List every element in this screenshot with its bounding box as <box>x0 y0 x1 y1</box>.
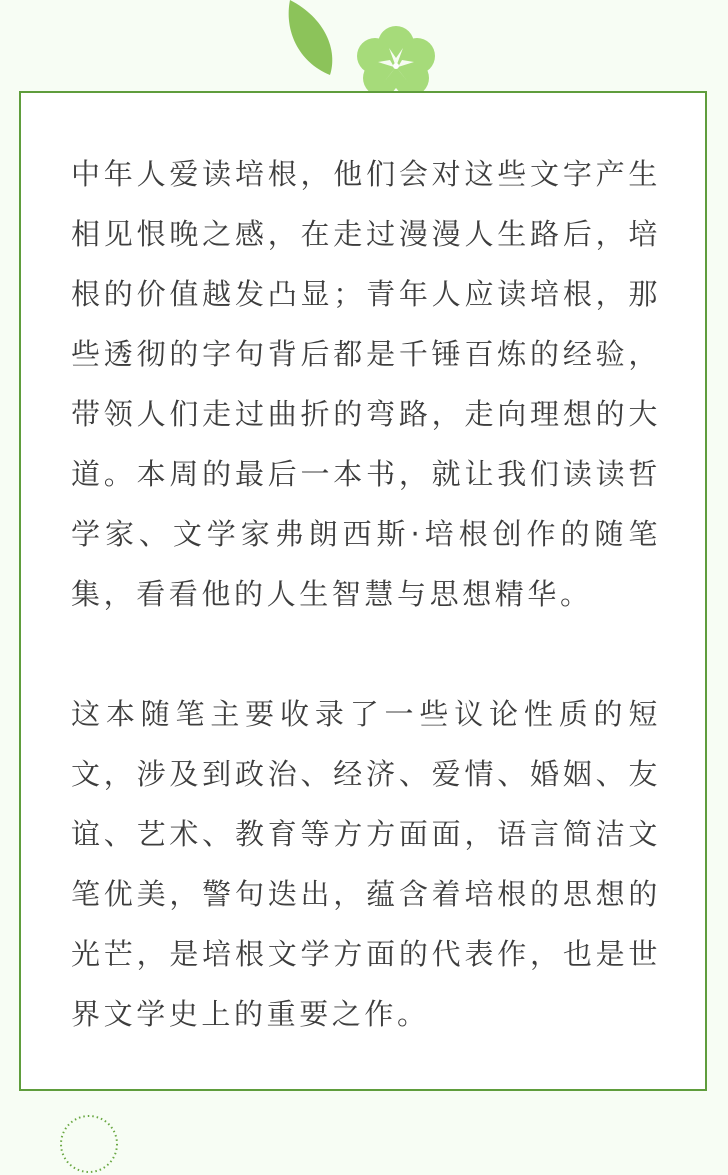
top-decoration <box>0 0 728 100</box>
dotted-circle-icon <box>58 1113 120 1175</box>
paragraph-1: 中年人爱读培根，他们会对这些文字产生相见恨晚之感，在走过漫漫人生路后，培根的价值越发凸显；青年人应读培根，那些透彻的字句背后都是千锤百炼的经验，带领人们走过曲折的弯路，走向理想的大道。本周的最后一本书，就让我们读读哲学家、文学家弗朗西斯·培根创作的随笔集，看看他的人生智慧与思想精华。 <box>71 157 661 611</box>
clover-flower-icon <box>357 26 435 96</box>
article-card <box>19 91 707 1091</box>
paragraph-2: 这本随笔主要收录了一些议论性质的短文，涉及到政治、经济、爱情、婚姻、友谊、艺术、教育等方方面面，语言简洁文笔优美，警句迭出，蕴含着培根的思想的光芒，是培根文学方面的代表作，也是世界文学史上的重要之作。 <box>71 697 661 1031</box>
leaf-icon <box>289 0 333 75</box>
article-body <box>71 144 661 1044</box>
